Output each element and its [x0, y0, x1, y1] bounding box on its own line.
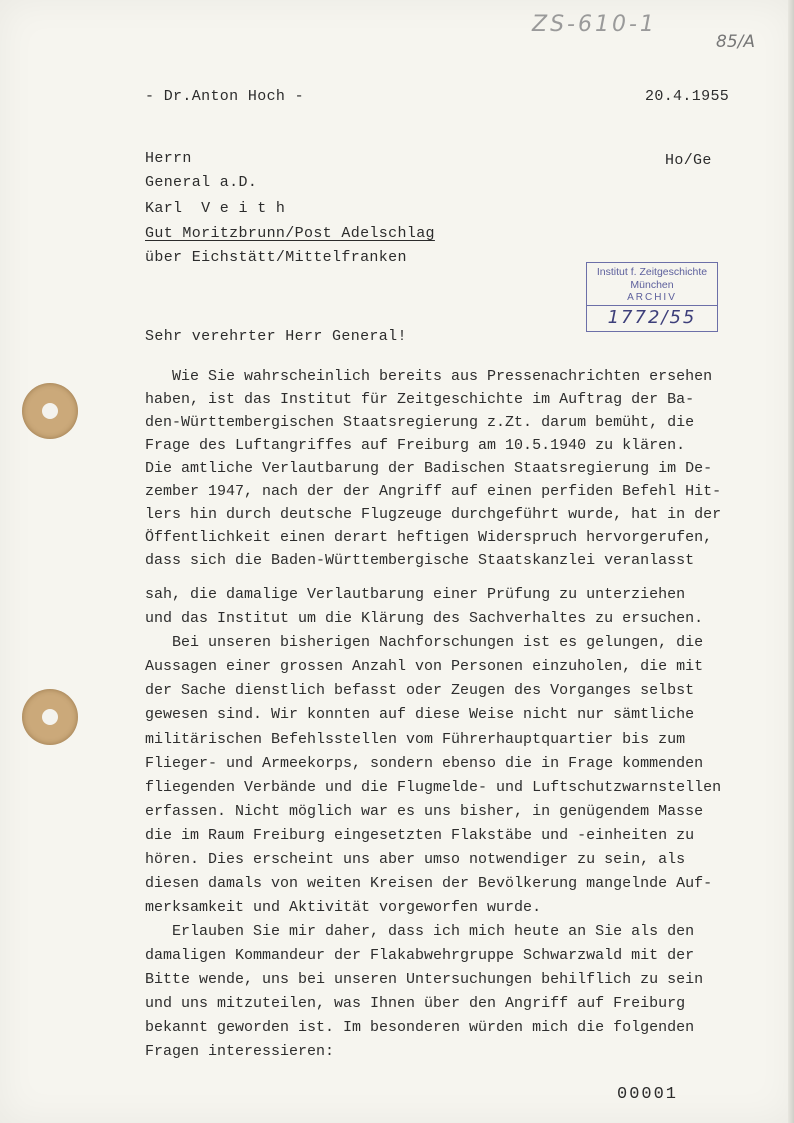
body-line: und uns mitzuteilen, was Ihnen über den Angriff auf Freiburg	[145, 995, 686, 1012]
body-line: fliegenden Verbände und die Flugmelde- und Luftschutzwarnstellen	[145, 779, 722, 796]
recipient-title: General a.D.	[145, 174, 258, 191]
body-line: Bitte wende, uns bei unseren Untersuchungen behilflich zu sein	[145, 971, 704, 988]
recipient-address: Gut Moritzbrunn/Post Adelschlag	[145, 225, 435, 242]
body-line: haben, ist das Institut für Zeitgeschichte im Auftrag der Ba-	[145, 391, 695, 408]
body-line: sah, die damalige Verlautbarung einer Prüfung zu unterziehen	[145, 586, 686, 603]
archive-signature: ZS-610-1	[532, 12, 657, 37]
stamp-number: 1772/55	[607, 307, 697, 328]
body-line: Wie Sie wahrscheinlich bereits aus Pressenachrichten ersehen	[145, 368, 713, 385]
body-line: Aussagen einer grossen Anzahl von Personen einzuholen, die mit	[145, 658, 704, 675]
body-line: Öffentlichkeit einen derart heftigen Widerspruch hervorgerufen,	[145, 529, 713, 546]
body-line: Frage des Luftangriffes auf Freiburg am 10.5.1940 zu klären.	[145, 437, 686, 454]
body-line: gewesen sind. Wir konnten auf diese Weise nicht nur sämtliche	[145, 706, 695, 723]
reference-mark: Ho/Ge	[665, 152, 712, 169]
body-line: den-Württembergischen Staatsregierung z.Zt. darum bemüht, die	[145, 414, 695, 431]
punch-hole-lower	[22, 689, 78, 745]
folio-mark: 85/A	[716, 32, 755, 52]
sender-line: - Dr.Anton Hoch -	[145, 88, 304, 105]
letter-date: 20.4.1955	[645, 88, 730, 105]
stamp-city: München	[630, 279, 674, 291]
body-line: diesen damals von weiten Kreisen der Bevölkerung mangelnde Auf-	[145, 875, 713, 892]
body-line: dass sich die Baden-Württembergische Staatskanzlei veranlasst	[145, 552, 695, 569]
recipient-region: über Eichstätt/Mittelfranken	[145, 249, 407, 266]
body-line: Fragen interessieren:	[145, 1043, 335, 1060]
recipient-salutation-line: Herrn	[145, 150, 192, 167]
recipient-name: Karl V e i t h	[145, 200, 286, 217]
body-line: militärischen Befehlsstellen vom Führerhauptquartier bis zum	[145, 731, 686, 748]
body-line: lers hin durch deutsche Flugzeuge durchgeführt wurde, hat in der	[145, 506, 722, 523]
body-line: erfassen. Nicht möglich war es uns bisher, in genügendem Masse	[145, 803, 704, 820]
archive-stamp	[586, 262, 718, 332]
body-line: hören. Dies erscheint uns aber umso notwendiger zu sein, als	[145, 851, 686, 868]
body-line: Flieger- und Armeekorps, sondern ebenso die in Frage kommenden	[145, 755, 704, 772]
body-line: zember 1947, nach der der Angriff auf einen perfiden Befehl Hit-	[145, 483, 722, 500]
stamp-institute: Institut f. Zeitgeschichte	[596, 266, 708, 278]
body-line: bekannt geworden ist. Im besonderen würden mich die folgenden	[145, 1019, 695, 1036]
salutation: Sehr verehrter Herr General!	[145, 328, 407, 345]
body-line: die im Raum Freiburg eingesetzten Flakstäbe und -einheiten zu	[145, 827, 695, 844]
page-number: 00001	[617, 1085, 679, 1104]
stamp-divider	[587, 305, 717, 306]
body-line: Die amtliche Verlautbarung der Badischen Staatsregierung im De-	[145, 460, 713, 477]
punch-hole-upper	[22, 383, 78, 439]
body-line: der Sache dienstlich befasst oder Zeugen des Vorganges selbst	[145, 682, 695, 699]
body-line: und das Institut um die Klärung des Sachverhaltes zu ersuchen.	[145, 610, 704, 627]
page-edge	[788, 0, 794, 1123]
stamp-archive: ARCHIV	[627, 292, 677, 303]
body-line: Erlauben Sie mir daher, dass ich mich heute an Sie als den	[145, 923, 695, 940]
body-line: merksamkeit und Aktivität vorgeworfen wurde.	[145, 899, 542, 916]
body-line: damaligen Kommandeur der Flakabwehrgruppe Schwarzwald mit der	[145, 947, 695, 964]
body-line: Bei unseren bisherigen Nachforschungen ist es gelungen, die	[145, 634, 704, 651]
